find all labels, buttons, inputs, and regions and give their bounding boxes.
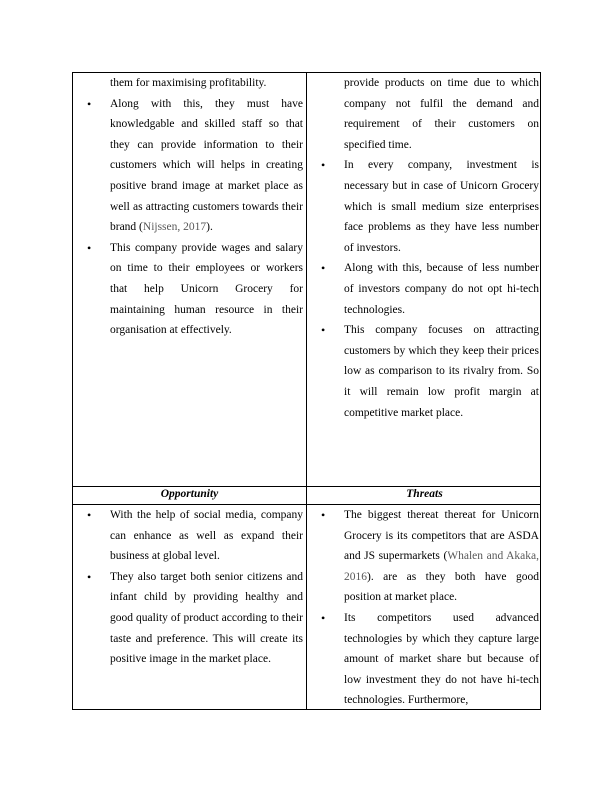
strengths-list xyxy=(73,94,306,341)
list-item: • Along with this, because of less number of investors company do not opt hi-tech technologies. xyxy=(307,258,542,320)
opportunity-header: Opportunity xyxy=(160,488,219,500)
item-text: Along with this, they must have knowledgable and skilled staff so that they can provide information to their customers which will helps in creating positive brand image at market place as well as attracting customers towards their brand ( xyxy=(110,97,303,234)
list-item xyxy=(73,238,306,341)
weaknesses-cell xyxy=(307,73,542,486)
citation: Nijssen, 2017 xyxy=(142,221,207,234)
strengths-cell xyxy=(73,73,306,486)
continued-text: provide products on time due to which company not fulfil the demand and requirement of their customers on specified time. xyxy=(344,77,539,151)
threats-cell xyxy=(307,505,542,710)
item-text: The biggest thereat thereat for Unicorn Grocery is its competitors that are ASDA and JS supermarkets ( xyxy=(344,509,539,563)
item-text-end: ). xyxy=(206,221,213,234)
citation: Whalen and Akaka, 2016 xyxy=(344,550,539,583)
threats-list xyxy=(307,505,542,711)
list-item: • They also target both senior citizens and infant child by providing healthy and good quality of product according to their taste and preference. This will create its positive image in the market place. xyxy=(73,567,306,670)
list-item xyxy=(307,505,542,608)
weaknesses-list xyxy=(307,155,542,423)
list-item xyxy=(73,94,306,238)
swot-table xyxy=(72,72,541,710)
threats-header: Threats xyxy=(406,488,443,500)
item-text: This company provide wages and salary on time to their employees or workers that help Unicorn Grocery for maintaining human resource in their organisation at effectively. xyxy=(110,241,303,337)
list-item: • In every company, investment is necessary but in case of Unicorn Grocery which is small medium size enterprises face problems as they have less number of investors. xyxy=(307,155,542,258)
list-item: • This company focuses on attracting customers by which they keep their prices low as comparison to its rivalry from. So it will remain low profit margin at competitive market place. xyxy=(307,320,542,423)
opportunity-cell xyxy=(73,505,306,710)
list-item: • Its competitors used advanced technologies by which they capture large amount of market share but because of low investment they do not have hi-tech technologies. Furthermore, xyxy=(307,608,542,711)
opportunity-list xyxy=(73,505,306,670)
list-item: • With the help of social media, company can enhance as well as expand their business at global level. xyxy=(73,505,306,567)
item-text-end: ). are as they both have good position at market place. xyxy=(344,570,539,604)
continued-text: them for maximising profitability. xyxy=(110,77,267,89)
